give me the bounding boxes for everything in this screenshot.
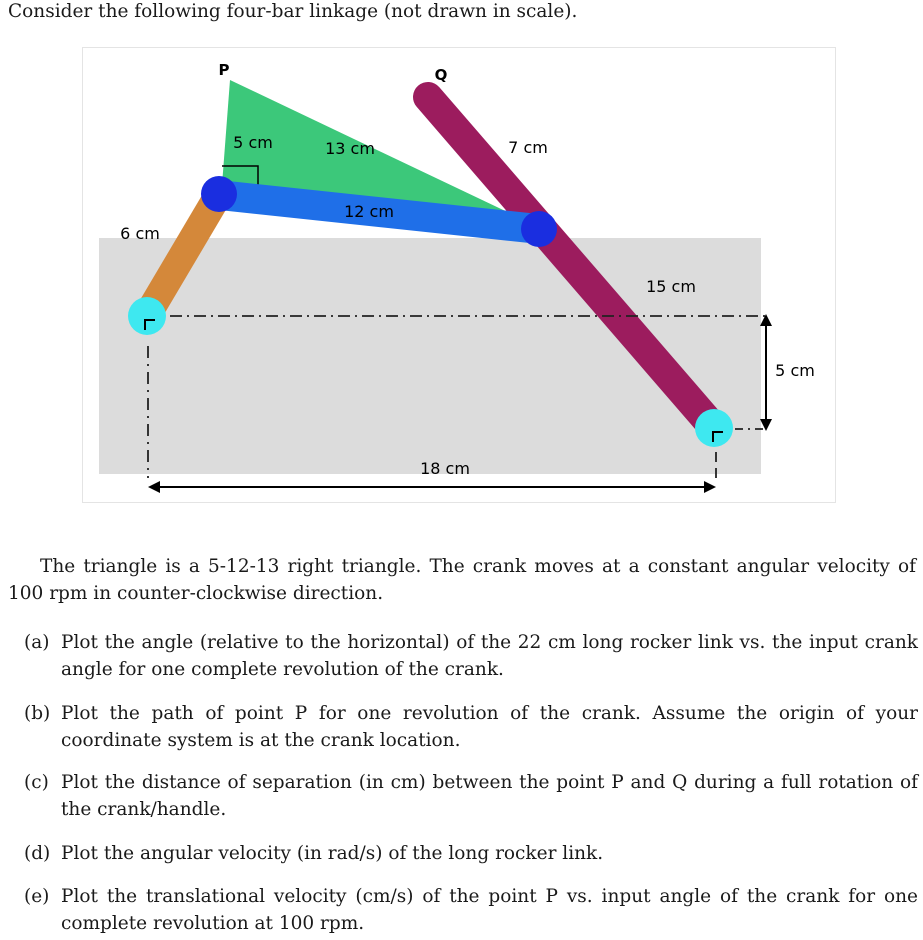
question-text: Plot the angle (relative to the horizontal) of the 22 cm long rocker link vs. the input crank angle for one complete revolution of the crank. — [61, 632, 918, 680]
problem-description: The triangle is a 5-12-13 right triangle. The crank moves at a constant angular velocity of 100 rpm in counter-clockwise direction. — [8, 556, 916, 604]
label-15cm: 15 cm — [646, 277, 696, 296]
question-a — [24, 629, 918, 683]
label-7cm: 7 cm — [508, 138, 548, 157]
question-text: Plot the distance of separation (in cm) between the point P and Q during a full rotation of the crank/handle. — [61, 772, 918, 820]
question-label: (a) — [24, 632, 50, 653]
label-6cm: 6 cm — [120, 224, 160, 243]
label-5cm-leg: 5 cm — [233, 133, 273, 152]
joint-crank-coupler — [201, 176, 237, 212]
question-e — [24, 883, 918, 937]
question-text: Plot the path of point P for one revolution of the crank. Assume the origin of your coordinate system is at the crank location. — [61, 703, 918, 751]
question-label: (c) — [24, 772, 49, 793]
question-label: (d) — [24, 843, 51, 864]
question-label: (b) — [24, 703, 51, 724]
question-label: (e) — [24, 886, 50, 907]
label-point-q: Q — [434, 66, 448, 84]
question-text: Plot the translational velocity (cm/s) of the point P vs. input angle of the crank for one complete revolution at 100 rpm. — [61, 886, 918, 934]
ground-pivot-crank — [128, 297, 166, 335]
question-c — [24, 769, 918, 823]
four-bar-linkage-figure — [82, 47, 836, 503]
intro-text: Consider the following four-bar linkage (not drawn in scale). — [8, 1, 578, 22]
label-18cm: 18 cm — [420, 459, 470, 478]
label-12cm: 12 cm — [344, 202, 394, 221]
joint-coupler-rocker — [521, 211, 557, 247]
label-point-p: P — [218, 61, 230, 79]
question-b — [24, 700, 918, 754]
question-d — [24, 840, 918, 867]
label-13cm: 13 cm — [325, 139, 375, 158]
question-text: Plot the angular velocity (in rad/s) of the long rocker link. — [61, 843, 604, 864]
label-5cm-vertical: 5 cm — [775, 361, 815, 380]
